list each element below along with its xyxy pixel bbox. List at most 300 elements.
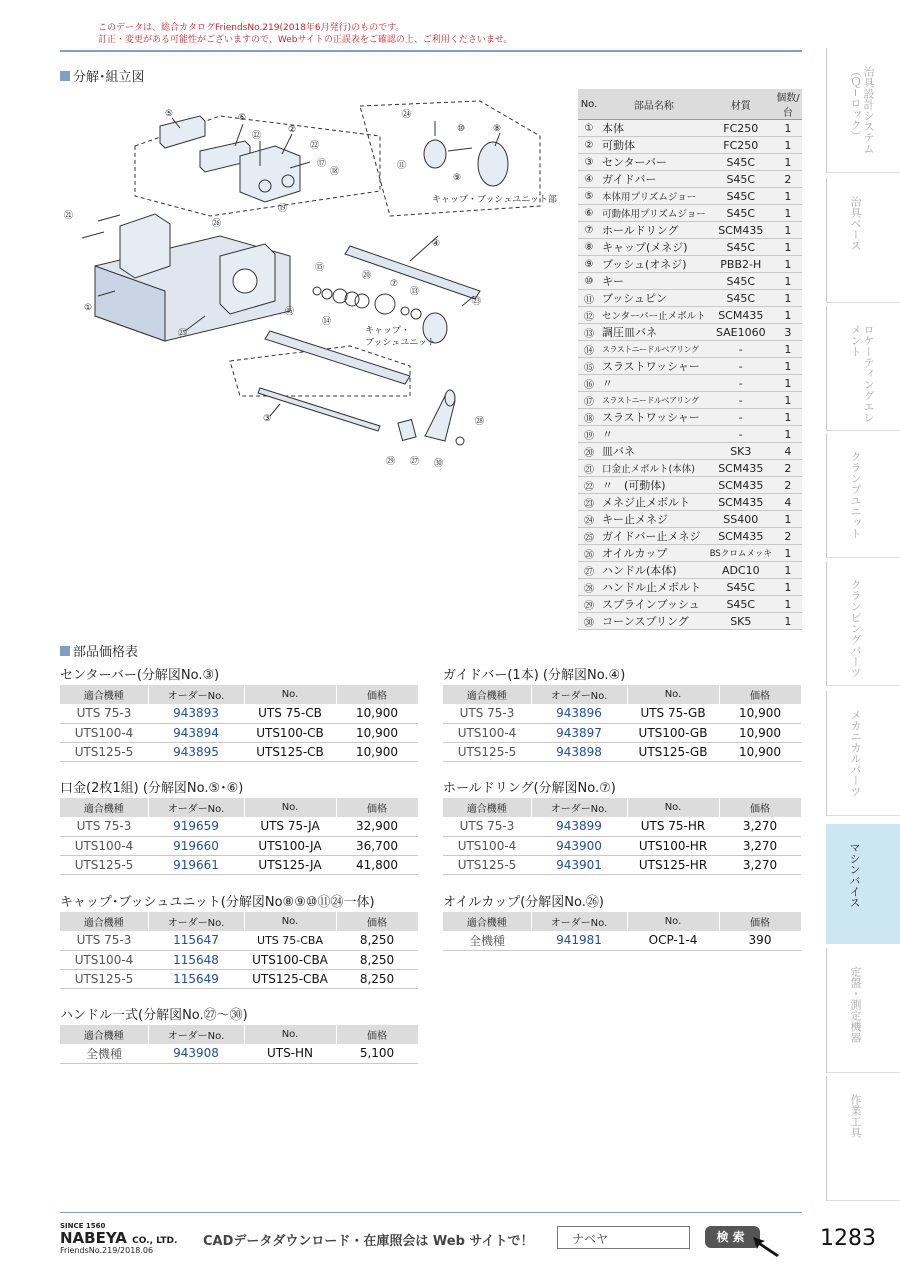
header-price: 価格 (336, 798, 418, 817)
cad-download-text: CADデータダウンロード・在庫照会は Web サイトで！ (203, 1234, 534, 1249)
part-quantity: 1 (774, 307, 802, 324)
order-number[interactable]: 943901 (531, 855, 627, 874)
order-number[interactable]: 943896 (531, 704, 627, 723)
parts-list-row (578, 256, 802, 273)
table-row (443, 855, 801, 874)
tab-label: マシンバイス (848, 842, 861, 908)
logo-text: NABEYA (60, 1229, 127, 1247)
part-no: ⑱ (578, 409, 600, 426)
parts-list-row (578, 239, 802, 256)
callout-9: ⑨ (453, 173, 462, 183)
part-quantity: 3 (774, 324, 802, 341)
table-row (60, 742, 418, 761)
order-number[interactable]: 941981 (531, 931, 627, 950)
price: 10,900 (336, 704, 418, 723)
compatible-model: UTS 75-3 (60, 704, 148, 723)
price: 390 (719, 931, 801, 950)
parts-list-row (578, 460, 802, 477)
price: 10,900 (336, 742, 418, 761)
part-material: - (708, 358, 774, 375)
part-name: ブッシュピン (600, 290, 708, 307)
tab-clamping-parts[interactable] (826, 561, 900, 686)
header-part-number: No. (627, 912, 719, 931)
part-name: メネジ止メボルト (600, 494, 708, 511)
part-no: ⑥ (578, 205, 600, 222)
table-row (443, 836, 801, 855)
price: 10,900 (719, 704, 801, 723)
order-number[interactable]: 115648 (148, 950, 244, 969)
footer-divider (60, 1212, 802, 1213)
part-no: ㉚ (578, 613, 600, 630)
header-compatible-model: 適合機種 (443, 685, 531, 704)
header-part-number: No. (244, 798, 336, 817)
compatible-model: UTS100-4 (60, 836, 148, 855)
part-no: ⑫ (578, 307, 600, 324)
part-material: SCM435 (708, 528, 774, 545)
part-number: UTS125-JA (244, 855, 336, 874)
compatible-model: UTS100-4 (60, 723, 148, 742)
part-no: ⑰ (578, 392, 600, 409)
callout-30: ㉚ (434, 459, 444, 469)
part-material: SK5 (708, 613, 774, 630)
exploded-view-title: 分解･組立図 (73, 70, 145, 85)
header-part-number: No. (244, 1025, 336, 1044)
part-no: ⑧ (578, 239, 600, 256)
parts-list-row (578, 426, 802, 443)
callout-12: ⑫ (252, 131, 262, 141)
compatible-model: UTS100-4 (443, 836, 531, 855)
part-quantity: 1 (774, 358, 802, 375)
part-quantity: 1 (774, 239, 802, 256)
price-section-title: 部品価格表 (73, 645, 139, 660)
compatible-model: UTS125-5 (60, 969, 148, 988)
part-material: S45C (708, 273, 774, 290)
notice-line-2: 訂正・変更がある可能性がございますので、Webサイトの正誤表をご確認の上、ご利用くださいませ。 (98, 35, 513, 45)
callout-26: ㉖ (212, 219, 222, 229)
part-material: - (708, 375, 774, 392)
part-material: S45C (708, 290, 774, 307)
callout-22: ㉒ (310, 141, 320, 151)
tab-locating[interactable] (826, 306, 900, 431)
part-name: 口金止メボルト(本体) (600, 460, 708, 477)
heading-square-icon (60, 71, 70, 81)
part-number: UTS100-CBA (244, 950, 336, 969)
part-name: スラストニードルベアリング (600, 341, 708, 358)
part-material: SCM435 (708, 477, 774, 494)
oil-cup-price-table (443, 912, 802, 951)
header-price: 価格 (336, 685, 418, 704)
parts-list-row (578, 290, 802, 307)
price-table-header (60, 1025, 418, 1044)
order-number[interactable]: 943894 (148, 723, 244, 742)
friends-number: FriendsNo.219/2018.06 (60, 1246, 154, 1255)
order-number[interactable]: 919659 (148, 817, 244, 836)
part-no: ② (578, 137, 600, 154)
compatible-model: 全機種 (443, 931, 531, 950)
parts-list-row (578, 409, 802, 426)
parts-list-row (578, 596, 802, 613)
tab-label: ロケーティングエレメント (849, 324, 875, 423)
part-name: 皿バネ (600, 443, 708, 460)
tab-mechanical-parts[interactable] (826, 691, 900, 816)
part-number: OCP-1-4 (627, 931, 719, 950)
part-quantity: 1 (774, 426, 802, 443)
nabeya-logo (60, 1229, 177, 1247)
compatible-model: UTS125-5 (60, 855, 148, 874)
price: 8,250 (336, 931, 418, 950)
price: 41,800 (336, 855, 418, 874)
tab-label: メカニカルパーツ (849, 709, 862, 797)
price-table-header (443, 685, 801, 704)
part-quantity: 1 (774, 375, 802, 392)
table-row (60, 817, 418, 836)
order-number[interactable]: 919660 (148, 836, 244, 855)
order-number[interactable]: 943900 (531, 836, 627, 855)
header-price: 価格 (719, 798, 801, 817)
price-table-header (60, 912, 418, 931)
part-quantity: 2 (774, 528, 802, 545)
part-name: センターバー止メボルト (600, 307, 708, 324)
header-order-number: オーダーNo. (148, 798, 244, 817)
order-number[interactable]: 919661 (148, 855, 244, 874)
compatible-model: UTS 75-3 (60, 817, 148, 836)
tab-machine-vise[interactable] (826, 824, 900, 944)
tab-clamp-unit[interactable] (826, 433, 900, 558)
part-name: 〃 (可動体) (600, 477, 708, 494)
part-name: 調圧皿バネ (600, 324, 708, 341)
part-number: UTS125-GB (627, 742, 719, 761)
callout-8: ⑧ (493, 124, 502, 134)
compatible-model: UTS 75-3 (443, 817, 531, 836)
parts-list-row (578, 358, 802, 375)
part-quantity: 1 (774, 256, 802, 273)
callout-7: ⑦ (390, 279, 399, 289)
part-material: - (708, 426, 774, 443)
part-material: PBB2-H (708, 256, 774, 273)
callout-19: ⑲ (278, 204, 288, 214)
part-name: スプラインブッシュ (600, 596, 708, 613)
compatible-model: UTS125-5 (443, 742, 531, 761)
parts-list-row (578, 341, 802, 358)
part-no: ⑪ (578, 290, 600, 307)
part-number: UTS125-CBA (244, 969, 336, 988)
tab-label: 治具ベース (849, 196, 862, 251)
header-order-number: オーダーNo. (148, 685, 244, 704)
header-compatible-model: 適合機種 (60, 685, 148, 704)
table-row (60, 704, 418, 723)
part-no: ⑳ (578, 443, 600, 460)
parts-list-table (578, 89, 802, 630)
price-table-header (60, 798, 418, 817)
table-row (60, 836, 418, 855)
part-no: ③ (578, 154, 600, 171)
header-price: 価格 (336, 912, 418, 931)
header-part-number: No. (244, 912, 336, 931)
parts-list-row (578, 579, 802, 596)
exploded-assembly-diagram (60, 96, 580, 476)
table-row (443, 931, 801, 950)
order-number[interactable]: 943895 (148, 742, 244, 761)
part-name: スラストニードルベアリング (600, 392, 708, 409)
part-number: UTS-HN (244, 1044, 336, 1063)
header-compatible-model: 適合機種 (60, 912, 148, 931)
guide-bar-title: ガイドバー(1本) (分解図No.④) (443, 668, 626, 683)
header-material: 材質 (708, 89, 774, 120)
part-quantity: 2 (774, 460, 802, 477)
part-quantity: 2 (774, 171, 802, 188)
center-bar-price-table (60, 685, 419, 762)
table-row (60, 931, 418, 950)
part-name: ホールドリング (600, 222, 708, 239)
callout-3: ③ (263, 414, 272, 424)
part-quantity: 1 (774, 273, 802, 290)
header-part-name: 部品名称 (600, 89, 708, 120)
part-quantity: 1 (774, 137, 802, 154)
tab-work-tools[interactable] (826, 1076, 900, 1201)
tab-jig-design[interactable] (826, 48, 900, 173)
header-part-number: No. (627, 685, 719, 704)
part-name: ガイドバー止メネジ (600, 528, 708, 545)
search-input[interactable]: ナベヤ (557, 1226, 690, 1249)
tab-separator (827, 430, 900, 431)
callout-16: ⑯ (285, 307, 295, 317)
search-button[interactable]: 検索 (705, 1226, 760, 1248)
order-number[interactable]: 943897 (531, 723, 627, 742)
part-material: FC250 (708, 120, 774, 137)
part-no: ㉒ (578, 477, 600, 494)
callout-27: ㉗ (410, 457, 420, 467)
part-no: ⑯ (578, 375, 600, 392)
tab-separator (827, 172, 900, 173)
header-order-number: オーダーNo. (531, 912, 627, 931)
price: 10,900 (719, 742, 801, 761)
part-material: SS400 (708, 511, 774, 528)
order-number[interactable]: 943908 (148, 1044, 244, 1063)
order-number[interactable]: 943898 (531, 742, 627, 761)
part-quantity: 1 (774, 511, 802, 528)
part-material: S45C (708, 579, 774, 596)
order-number[interactable]: 115649 (148, 969, 244, 988)
callout-17: ⑰ (317, 159, 327, 169)
part-no: ⑦ (578, 222, 600, 239)
part-number: UTS125-CB (244, 742, 336, 761)
part-name: ブッシュ(オネジ) (600, 256, 708, 273)
cap-unit-label-2b: ブッシュユニット (365, 338, 436, 348)
part-material: SCM435 (708, 494, 774, 511)
compatible-model: UTS125-5 (60, 742, 148, 761)
parts-list-row (578, 494, 802, 511)
notice-line-1: このデータは、総合カタログFriendsNo.219(2018年6月発行)のものです。 (98, 23, 405, 33)
header-order-number: オーダーNo. (531, 685, 627, 704)
part-number: UTS 75-HR (627, 817, 719, 836)
part-quantity: 1 (774, 392, 802, 409)
part-no: ① (578, 120, 600, 137)
guide-bar-price-table (443, 685, 802, 762)
tab-separator (827, 1072, 900, 1073)
parts-list-header (578, 89, 802, 120)
handle-title: ハンドル一式(分解図No.㉗～㉚) (60, 1008, 248, 1023)
part-material: FC250 (708, 137, 774, 154)
part-material: - (708, 392, 774, 409)
cap-unit-label: キャップ・ブッシュユニット部 (432, 195, 557, 205)
callout-24: ㉔ (402, 110, 412, 120)
parts-list-row (578, 205, 802, 222)
part-name: 可動体 (600, 137, 708, 154)
part-name: スラストワッシャー (600, 358, 708, 375)
header-compatible-model: 適合機種 (443, 798, 531, 817)
part-material: - (708, 409, 774, 426)
part-number: UTS 75-GB (627, 704, 719, 723)
exploded-view-heading (60, 66, 145, 85)
part-number: UTS100-GB (627, 723, 719, 742)
price-table-header (60, 685, 418, 704)
part-quantity: 1 (774, 613, 802, 630)
parts-list-row (578, 137, 802, 154)
part-material: BSクロムメッキ (708, 545, 774, 562)
part-name: センターバー (600, 154, 708, 171)
part-no: ㉑ (578, 460, 600, 477)
header-no: No. (578, 89, 600, 120)
tab-separator (827, 1200, 900, 1201)
part-name: キャップ(メネジ) (600, 239, 708, 256)
part-material: ADC10 (708, 562, 774, 579)
part-number: UTS 75-CBA (244, 931, 336, 950)
callout-4: ④ (432, 239, 441, 249)
tab-separator (827, 685, 900, 686)
part-name: ハンドル止メボルト (600, 579, 708, 596)
part-quantity: 1 (774, 222, 802, 239)
table-row (60, 855, 418, 874)
header-order-number: オーダーNo. (148, 1025, 244, 1044)
parts-list-row (578, 477, 802, 494)
header-compatible-model: 適合機種 (443, 912, 531, 931)
part-material: SCM435 (708, 222, 774, 239)
part-material: SCM435 (708, 460, 774, 477)
part-name: 本体用プリズムジョー (600, 188, 708, 205)
parts-list-row (578, 528, 802, 545)
compatible-model: UTS100-4 (60, 950, 148, 969)
part-no: ⑬ (578, 324, 600, 341)
center-bar-title: センターバー(分解図No.③) (60, 668, 220, 683)
price-table-header (443, 912, 801, 931)
jaw-price-table (60, 798, 419, 875)
tab-surface-plate[interactable] (826, 948, 900, 1073)
part-no: ⑨ (578, 256, 600, 273)
table-row (443, 817, 801, 836)
cap-unit-price-table (60, 912, 419, 989)
hold-ring-price-table (443, 798, 802, 875)
order-number[interactable]: 943893 (148, 704, 244, 723)
part-name: キー止メネジ (600, 511, 708, 528)
header-price: 価格 (719, 685, 801, 704)
parts-list-row (578, 222, 802, 239)
catalog-notice (98, 22, 513, 46)
part-material: S45C (708, 154, 774, 171)
part-quantity: 1 (774, 154, 802, 171)
table-row (60, 969, 418, 988)
parts-list-row (578, 545, 802, 562)
part-no: ⑩ (578, 273, 600, 290)
price: 32,900 (336, 817, 418, 836)
header-price: 価格 (336, 1025, 418, 1044)
header-divider (60, 50, 802, 52)
parts-list-row (578, 375, 802, 392)
table-row (443, 742, 801, 761)
part-material: S45C (708, 205, 774, 222)
tab-label: クランプユニット (849, 451, 862, 539)
parts-list-row (578, 511, 802, 528)
callout-18: ⑱ (330, 167, 340, 177)
handle-price-table (60, 1025, 419, 1064)
parts-list-row (578, 443, 802, 460)
tab-jig-base[interactable] (826, 178, 900, 303)
table-row (60, 950, 418, 969)
part-material: S45C (708, 171, 774, 188)
part-number: UTS 75-CB (244, 704, 336, 723)
compatible-model: UTS 75-3 (60, 931, 148, 950)
callout-5: ⑤ (165, 109, 174, 119)
order-number[interactable]: 115647 (148, 931, 244, 950)
part-name: スラストワッシャー (600, 409, 708, 426)
callout-28: ㉘ (475, 417, 485, 427)
logo-suffix: CO., LTD. (132, 1236, 178, 1246)
part-number: UTS 75-JA (244, 817, 336, 836)
header-quantity: 個数/台 (774, 89, 802, 120)
parts-list-row (578, 120, 802, 137)
price: 3,270 (719, 836, 801, 855)
callout-15: ⑮ (315, 263, 325, 273)
cap-unit-label-2a: キャップ・ (365, 326, 411, 336)
header-order-number: オーダーNo. (148, 912, 244, 931)
part-quantity: 2 (774, 477, 802, 494)
tab-separator (827, 302, 900, 303)
tab-label: 作業工具 (849, 1094, 862, 1138)
callout-1: ① (84, 303, 93, 313)
parts-list-row (578, 273, 802, 290)
table-row (443, 704, 801, 723)
callout-2: ② (288, 125, 297, 135)
part-no: ㉖ (578, 545, 600, 562)
parts-list-row (578, 392, 802, 409)
part-no: ㉘ (578, 579, 600, 596)
order-number[interactable]: 943899 (531, 817, 627, 836)
price: 10,900 (719, 723, 801, 742)
compatible-model: 全機種 (60, 1044, 148, 1063)
callout-29: ㉙ (386, 457, 396, 467)
part-no: ⑭ (578, 341, 600, 358)
part-quantity: 1 (774, 596, 802, 613)
part-quantity: 1 (774, 341, 802, 358)
part-quantity: 1 (774, 120, 802, 137)
part-quantity: 1 (774, 579, 802, 596)
part-quantity: 1 (774, 188, 802, 205)
callout-25: ㉕ (178, 329, 188, 339)
parts-list-row (578, 307, 802, 324)
part-no: ⑲ (578, 426, 600, 443)
part-no: ㉓ (578, 494, 600, 511)
part-material: S45C (708, 188, 774, 205)
part-no: ④ (578, 171, 600, 188)
part-quantity: 1 (774, 562, 802, 579)
parts-list-row (578, 613, 802, 630)
parts-list-row (578, 154, 802, 171)
part-quantity: 1 (774, 545, 802, 562)
part-quantity: 1 (774, 205, 802, 222)
callout-21: ㉑ (64, 211, 74, 221)
table-row (60, 723, 418, 742)
price-section-heading (60, 641, 138, 660)
part-name: 可動体用プリズムジョー (600, 205, 708, 222)
